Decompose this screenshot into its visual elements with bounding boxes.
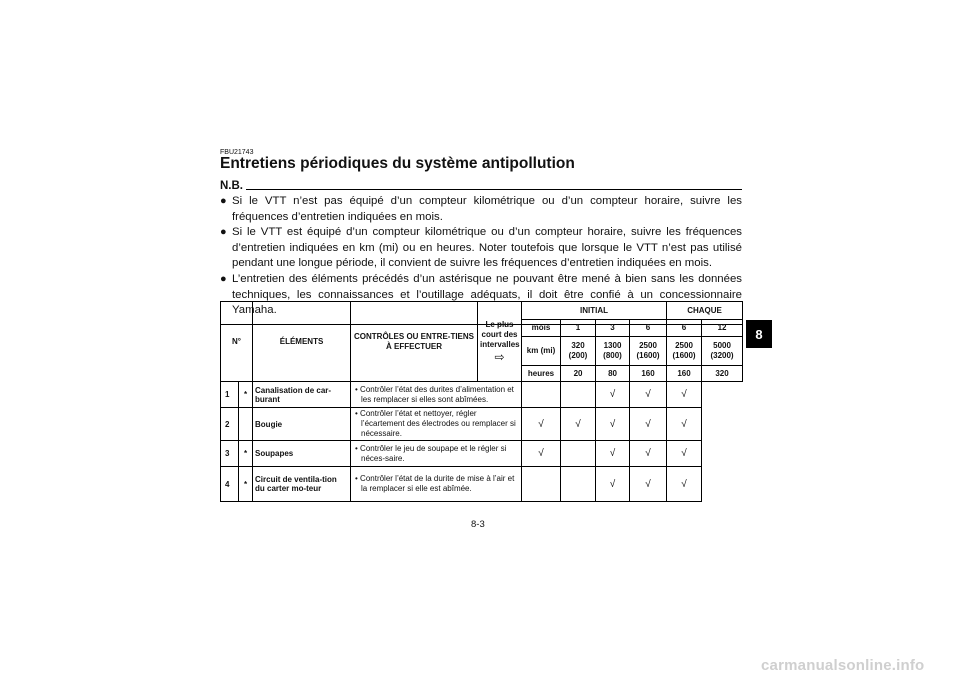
row-check: √ bbox=[596, 467, 630, 502]
unit-value: 1 bbox=[561, 320, 596, 337]
unit-value: 320 (200) bbox=[561, 337, 596, 366]
row-number: 3 bbox=[221, 441, 239, 467]
row-check: √ bbox=[522, 441, 561, 467]
row-number: 4 bbox=[221, 467, 239, 502]
unit-value: 5000 (3200) bbox=[702, 337, 743, 366]
row-asterisk: * bbox=[239, 467, 253, 502]
row-check: √ bbox=[522, 408, 561, 441]
unit-value: 6 bbox=[630, 320, 667, 337]
row-item: Canalisation de car-burant bbox=[253, 382, 351, 408]
interval-label: Le plus court des intervalles bbox=[480, 319, 520, 349]
watermark: carmanualsonline.info bbox=[761, 657, 925, 674]
row-check: √ bbox=[667, 382, 702, 408]
note-item: ● Si le VTT n’est pas équipé d’un compteur kilométrique ou d’un compteur horaire, suivre les fréquences d’entretien indiquées en mois. bbox=[220, 195, 742, 223]
row-action: • Contrôler l’état de la durite de mise à l’air et la remplacer si elle est abîmée. bbox=[351, 467, 522, 502]
maintenance-table bbox=[220, 301, 743, 502]
table-row bbox=[221, 408, 743, 441]
unit-value: 80 bbox=[596, 366, 630, 382]
row-check bbox=[561, 382, 596, 408]
unit-value: 2500 (1600) bbox=[630, 337, 667, 366]
col-header-no: N° bbox=[221, 302, 253, 382]
row-check bbox=[561, 467, 596, 502]
table-row bbox=[221, 382, 743, 408]
row-item: Bougie bbox=[253, 408, 351, 441]
row-action: • Contrôler l’état et nettoyer, régler l’écartement des électrodes ou remplacer si nécessaire. bbox=[351, 408, 522, 441]
row-number: 2 bbox=[221, 408, 239, 441]
row-check: √ bbox=[561, 408, 596, 441]
row-check: √ bbox=[596, 382, 630, 408]
row-item: Circuit de ventila-tion du carter mo-teur bbox=[253, 467, 351, 502]
unit-value: 20 bbox=[561, 366, 596, 382]
header-initial: INITIAL bbox=[522, 302, 667, 320]
arrow-right-icon: ⇨ bbox=[494, 349, 505, 364]
row-check bbox=[522, 467, 561, 502]
row-action: • Contrôler le jeu de soupape et le régler si néces-saire. bbox=[351, 441, 522, 467]
header-every: CHAQUE bbox=[667, 302, 743, 320]
note-header bbox=[220, 180, 742, 192]
row-check: √ bbox=[667, 408, 702, 441]
col-header-interval bbox=[478, 302, 522, 382]
unit-value: 6 bbox=[667, 320, 702, 337]
unit-value: 160 bbox=[667, 366, 702, 382]
unit-value: 12 bbox=[702, 320, 743, 337]
unit-value: 1300 (800) bbox=[596, 337, 630, 366]
note-item: ● L’entretien des éléments précédés d’un astérisque ne pouvant être mené à bien sans les données techniques, les connaissances et l’outillage adéquats, il doit être confié à un concessionnaire Yamaha. bbox=[220, 272, 742, 317]
unit-label: mois bbox=[522, 320, 561, 337]
note-rule bbox=[246, 189, 742, 190]
row-asterisk bbox=[239, 408, 253, 441]
row-action: • Contrôler l’état des durites d’alimentation et les remplacer si elles sont abîmées. bbox=[351, 382, 522, 408]
row-check: √ bbox=[630, 467, 667, 502]
bullet-icon: ● bbox=[220, 272, 227, 285]
row-check: √ bbox=[630, 382, 667, 408]
row-item: Soupapes bbox=[253, 441, 351, 467]
row-check: √ bbox=[596, 408, 630, 441]
note-item: ● Si le VTT est équipé d’un compteur kilométrique ou d’un compteur horaire, suivre les fréquences d’entretien indiquées en km (mi) ou en heures. Noter toutefois que lorsque le VTT n’est pas utilisé pendant une longue période, il convient de suivre les fréquences d’entretien indiquées en mois. bbox=[220, 226, 742, 270]
row-check: √ bbox=[667, 467, 702, 502]
bullet-icon: ● bbox=[220, 195, 227, 207]
row-check: √ bbox=[630, 441, 667, 467]
bullet-icon: ● bbox=[220, 226, 227, 239]
note-label: N.B. bbox=[220, 180, 243, 192]
unit-label: km (mi) bbox=[522, 337, 561, 366]
row-asterisk: * bbox=[239, 382, 253, 408]
col-header-checks: CONTRÔLES OU ENTRE-TIENS À EFFECTUER bbox=[351, 302, 478, 382]
table-row bbox=[221, 441, 743, 467]
page-title: Entretiens périodiques du système antipollution bbox=[220, 155, 575, 172]
unit-value: 2500 (1600) bbox=[667, 337, 702, 366]
unit-value: 3 bbox=[596, 320, 630, 337]
row-asterisk: * bbox=[239, 441, 253, 467]
unit-label: heures bbox=[522, 366, 561, 382]
row-check: √ bbox=[667, 441, 702, 467]
table-row bbox=[221, 467, 743, 502]
row-check: √ bbox=[596, 441, 630, 467]
doc-code: FBU21743 bbox=[220, 149, 254, 156]
page-number: 8-3 bbox=[471, 519, 485, 530]
chapter-tab: 8 bbox=[746, 320, 772, 348]
row-check bbox=[561, 441, 596, 467]
row-check: √ bbox=[630, 408, 667, 441]
unit-value: 160 bbox=[630, 366, 667, 382]
col-header-items: ÉLÉMENTS bbox=[253, 302, 351, 382]
row-number: 1 bbox=[221, 382, 239, 408]
row-check bbox=[522, 382, 561, 408]
unit-value: 320 bbox=[702, 366, 743, 382]
